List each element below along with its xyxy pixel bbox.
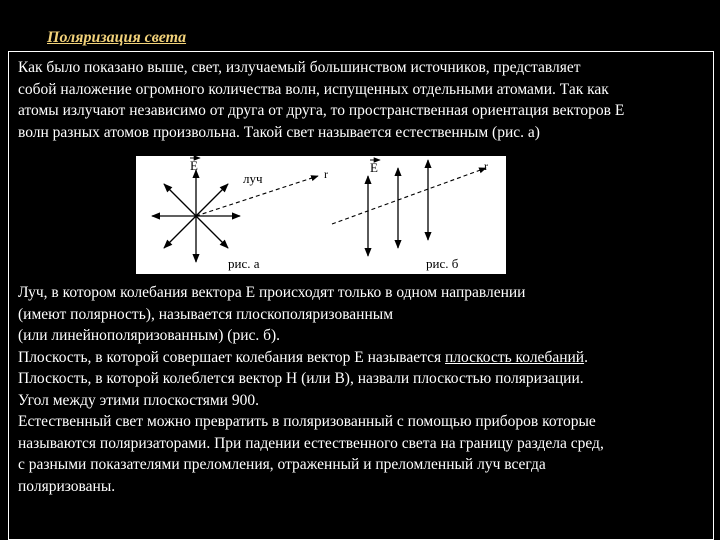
- ray-line-b: [332, 168, 486, 224]
- body-line: Плоскость, в которой колеблется вектор Н (или В), назвали плоскостью поляризации.: [18, 370, 584, 387]
- polarization-figure: [136, 156, 506, 274]
- figure-a-natural-light: [152, 158, 328, 271]
- ray-label: луч: [243, 171, 263, 186]
- intro-line: волн разных атомов произвольна. Такой свет называется естественным (рис. а): [18, 123, 540, 141]
- vector-e-label-b: E: [370, 160, 378, 175]
- body-text: Плоскость, в которой совершает колебания вектор Е называется: [18, 348, 446, 366]
- body-line: (имеют полярность), называется плоскополяризованным: [18, 305, 393, 323]
- body-paragraph: [18, 282, 604, 497]
- caption-b: рис. б: [426, 256, 459, 271]
- intro-line: собой наложение огромного количества волн, испущенных отдельными атомами. Так как: [18, 80, 609, 98]
- slide-title: Поляризация света: [47, 29, 187, 46]
- body-text: .: [584, 348, 588, 366]
- body-line: Угол между этими плоскостями 900.: [18, 391, 259, 409]
- r-label-a: r: [324, 167, 328, 181]
- body-line: Естественный свет можно превратить в поляризованный с помощью приборов которые: [18, 413, 596, 430]
- body-line: называются поляризаторами. При падении естественного света на границу раздела сред,: [18, 434, 604, 452]
- oscillation-plane-term: плоскость колебаний: [445, 348, 585, 366]
- polarization-diagram: [136, 156, 506, 274]
- caption-a: рис. а: [228, 256, 260, 271]
- body-line: Луч, в котором колебания вектора Е происходят только в одном направлении: [18, 284, 526, 301]
- vector-e-label-a: E: [190, 158, 198, 173]
- intro-line: атомы излучают независимо от друга от друга, то пространственная ориентация векторов Е: [18, 102, 625, 119]
- body-line: (или линейнополяризованным) (рис. б).: [18, 327, 281, 344]
- intro-line: Как было показано выше, свет, излучаемый большинством источников, представляет: [18, 59, 581, 76]
- figure-b-polarized-light: [332, 159, 488, 271]
- intro-paragraph: [18, 57, 624, 143]
- r-label-b: r: [484, 159, 488, 173]
- body-line: с разными показателями преломления, отраженный и преломленный луч всегда: [18, 456, 546, 473]
- body-line: поляризованы.: [18, 477, 116, 495]
- body-line-oscillation-plane: [18, 347, 604, 369]
